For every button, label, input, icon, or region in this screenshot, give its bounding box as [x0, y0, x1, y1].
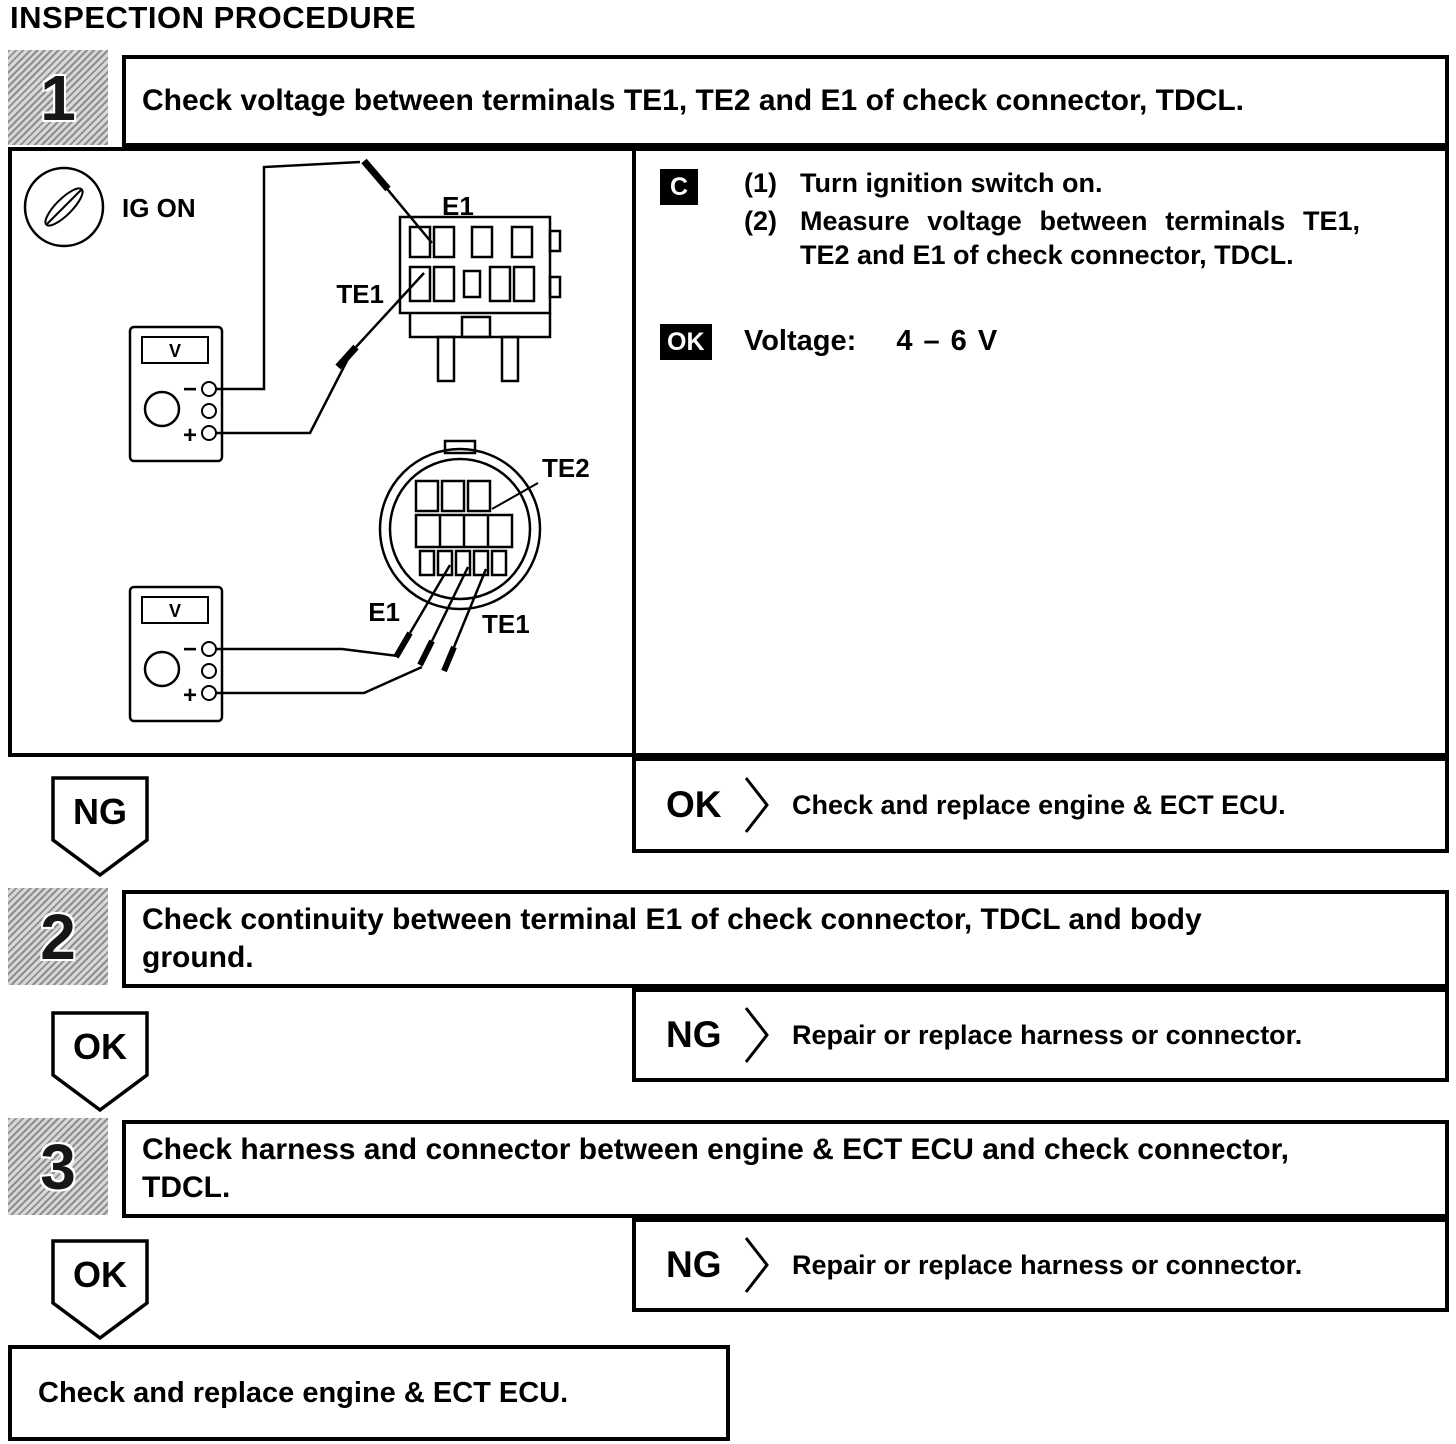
- spec-row: [660, 322, 1427, 360]
- step2-branch-label: OK: [73, 1026, 127, 1067]
- voltmeter-top-v-label: V: [168, 341, 182, 361]
- step2-title-box: [122, 890, 1449, 988]
- voltmeter-bottom-plus: +: [182, 682, 197, 709]
- result-arrow-icon: [744, 776, 770, 834]
- voltmeter-bottom-wires: [216, 649, 422, 693]
- ok-branch-shape: [50, 1010, 150, 1114]
- step2-number: 2: [40, 900, 76, 973]
- result-arrow-icon: [744, 1236, 770, 1294]
- ignition-key-icon: [25, 168, 103, 246]
- voltmeter-top-plus: +: [182, 422, 197, 449]
- probes-bottom: [396, 565, 486, 671]
- final-action-box: [8, 1345, 730, 1441]
- step2-title: Check continuity between terminal E1 of check connector, TDCL and body ground.: [142, 902, 1202, 974]
- step1-branch-label: NG: [73, 791, 127, 832]
- ng-branch-shape: [50, 775, 150, 879]
- result-arrow-icon: [744, 1006, 770, 1064]
- label-e1-top: E1: [442, 191, 474, 221]
- instruction-2-number: (2): [744, 205, 777, 236]
- step1-ng-branch: [50, 775, 150, 884]
- label-te1-bottom: TE1: [482, 609, 530, 639]
- step3-ok-branch: [50, 1238, 150, 1347]
- step2-result-label: NG: [666, 1014, 722, 1055]
- step1-result-text: Check and replace engine & ECT ECU.: [792, 789, 1286, 820]
- voltmeter-bottom-v-label: V: [168, 601, 182, 621]
- step2-ok-branch: [50, 1010, 150, 1119]
- step3-branch-label: OK: [73, 1254, 127, 1295]
- instruction-item-2: [744, 205, 1360, 273]
- step1-result-box: [632, 757, 1449, 853]
- step1-content-box: [8, 147, 1449, 757]
- label-te2: TE2: [542, 453, 590, 483]
- voltmeter-top-minus: −: [182, 376, 197, 403]
- step1-diagram-svg: [12, 151, 632, 753]
- instruction-2-text: Measure voltage between terminals TE1, TE2 and E1 of check connector, TDCL.: [800, 205, 1360, 270]
- step3-number: 3: [40, 1130, 76, 1203]
- final-action-text: Check and replace engine & ECT ECU.: [38, 1376, 569, 1409]
- voltmeter-bottom: [130, 587, 222, 721]
- step2-number-box: [8, 888, 108, 985]
- condition-row: [660, 167, 1427, 276]
- step2-result-box: [632, 988, 1449, 1082]
- step1-result-label: OK: [666, 784, 722, 825]
- ok-badge: OK: [660, 324, 712, 360]
- ok-branch-shape: [50, 1238, 150, 1342]
- step1-instructions: [632, 151, 1445, 753]
- instruction-item-1: [744, 167, 1360, 201]
- step1-number-box: [8, 50, 108, 145]
- ig-on-label: IG ON: [122, 193, 196, 223]
- label-e1-bottom: E1: [368, 597, 400, 627]
- spec-value: 4 – 6 V: [896, 325, 999, 358]
- step3-number-box: [8, 1118, 108, 1215]
- instruction-1-text: Turn ignition switch on.: [800, 168, 1103, 198]
- voltmeter-top: [130, 327, 222, 461]
- step3-title: Check harness and connector between engine & ECT ECU and check connector, TDCL.: [142, 1132, 1289, 1204]
- condition-badge: C: [660, 169, 698, 205]
- step1-number: 1: [40, 61, 76, 134]
- voltmeter-bottom-minus: −: [182, 636, 197, 663]
- step1-title-box: [122, 55, 1449, 147]
- step3-result-text: Repair or replace harness or connector.: [792, 1249, 1303, 1280]
- page-title: INSPECTION PROCEDURE: [10, 0, 417, 35]
- check-connector-drawing: [400, 217, 560, 381]
- probe-e1-top: [364, 161, 432, 243]
- spec-label: Voltage:: [744, 325, 857, 358]
- instruction-1-number: (1): [744, 168, 777, 198]
- label-te1-top: TE1: [336, 279, 384, 309]
- step3-title-box: [122, 1120, 1449, 1218]
- step1-diagram: [12, 151, 632, 753]
- step3-result-box: [632, 1218, 1449, 1312]
- step3-result-label: NG: [666, 1244, 722, 1285]
- step2-result-text: Repair or replace harness or connector.: [792, 1019, 1303, 1050]
- step1-title: Check voltage between terminals TE1, TE2 and E1 of check connector, TDCL.: [142, 83, 1244, 117]
